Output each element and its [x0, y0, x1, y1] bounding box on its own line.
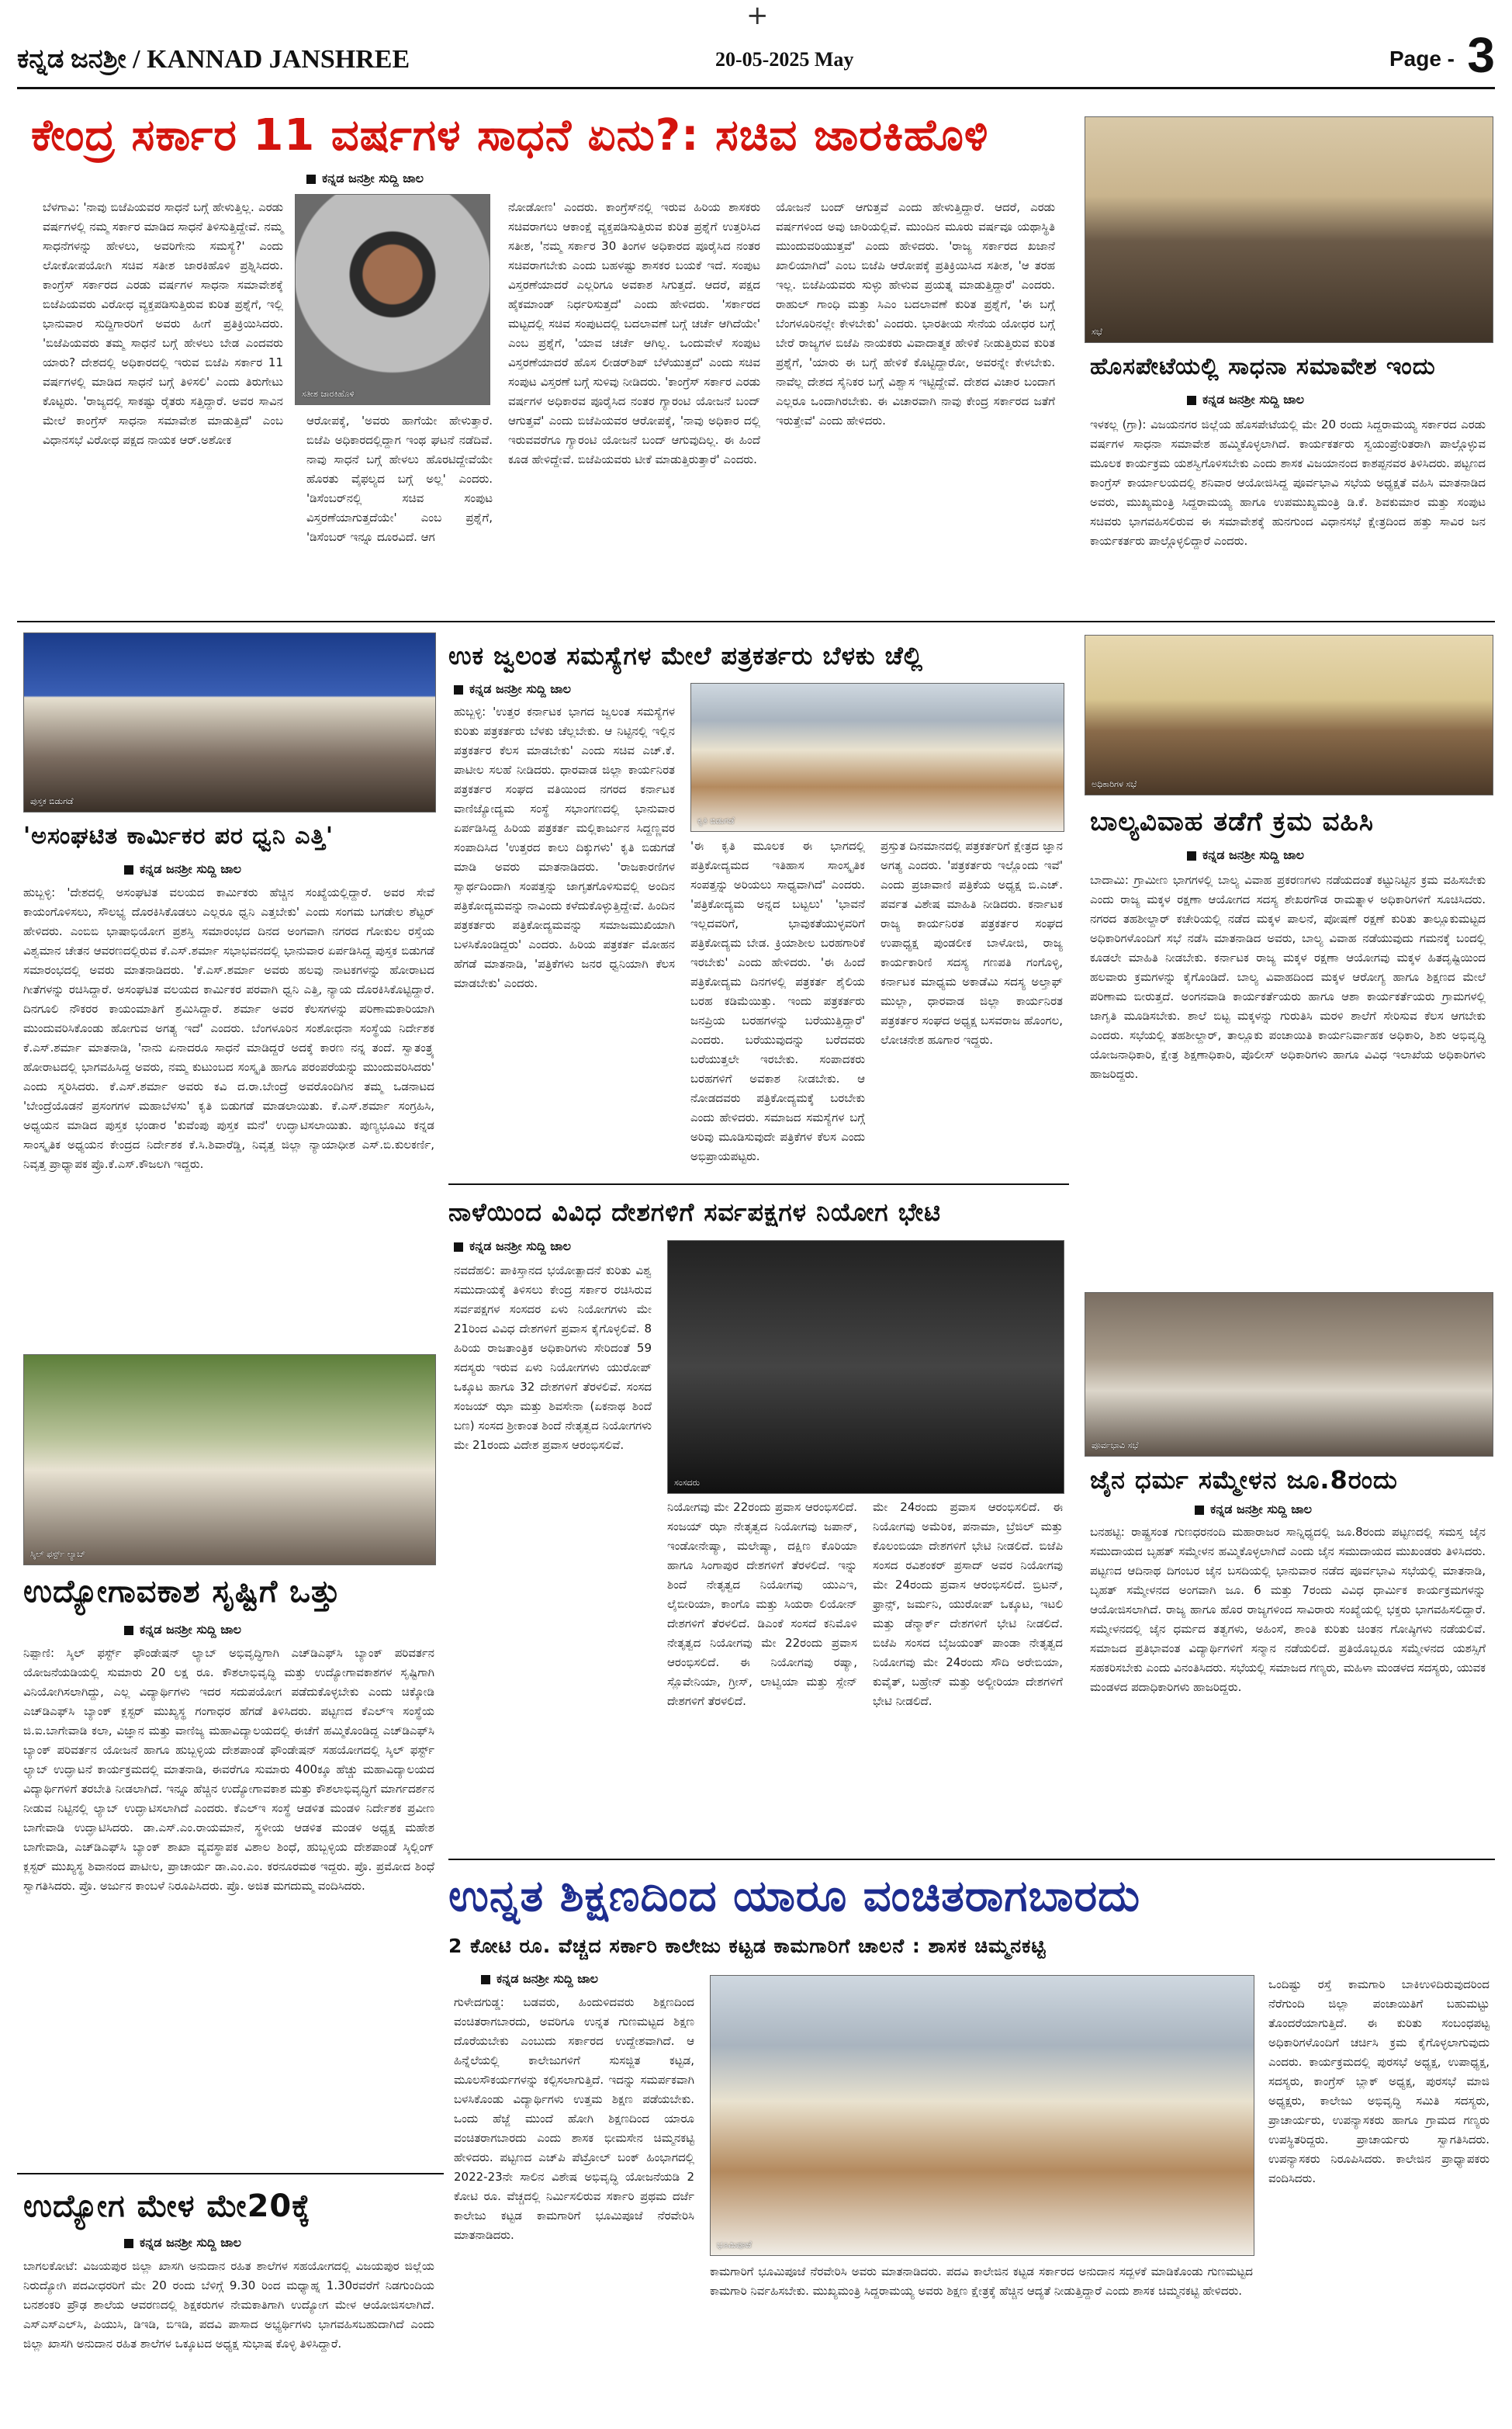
story7-headline: ಜೈನ ಧರ್ಮ ಸಮ್ಮೇಳನ ಜೂ.8ರಂದು: [1090, 1465, 1398, 1495]
delegation-photo: ಸಂಸದರು: [667, 1240, 1064, 1494]
story1-column-2: ಆರೋಪಕ್ಕೆ, 'ಅವರು ಹಾಗೆಯೇ ಹೇಳುತ್ತಾರೆ. ಬಿಜೆಪಿ ಅಧಿಕಾರದಲ್ಲಿದ್ದಾಗ ಇಂಥ ಘಟನೆ ನಡೆದಿವೆ. ನಾವು ಸಾಧನೆ ಬಗ್ಗೆ ಹೇಳಲು ಹೊರಟಿದ್ದೇವೆಯೇ ಹೊರತು ವೈಫಲ್ಯದ ಬಗ್ಗೆ ಅಲ್ಲ' ಎಂದರು. 'ಡಿಸೆಂಬರ್‌ನಲ್ಲಿ ಸಚಿವ ಸಂಪುಟ ವಿಸ್ತರಣೆಯಾಗುತ್ತದೆಯೇ' ಎಂಬ ಪ್ರಶ್ನೆಗೆ, 'ಡಿಸೆಂಬರ್ ಇನ್ನೂ ದೂರವಿದೆ. ಆಗ: [306, 414, 493, 544]
story10-headline: ಉನ್ನತ ಶಿಕ್ಷಣದಿಂದ ಯಾರೂ ವಂಚಿತರಾಗಬಾರದು: [448, 1871, 1141, 1921]
registration-mark: +: [746, 0, 769, 31]
section-divider: [17, 2173, 444, 2174]
story8-headline: ಉದ್ಯೋಗಾವಕಾಶ ಸೃಷ್ಟಿಗೆ ಒತ್ತು: [23, 1574, 341, 1610]
story5-headline: ಬಾಲ್ಯವಿವಾಹ ತಡೆಗೆ ಕ್ರಮ ವಹಿಸಿ: [1090, 806, 1374, 837]
section-divider: [448, 1859, 1495, 1860]
story2-body: ಇಳಕಲ್ಲ (ಗ್ರಾ): ವಿಜಯನಗರ ಜಿಲ್ಲೆಯ ಹೊಸಪೇಟೆಯಲ್ಲಿ ಮೇ 20 ರಂದು ಸಿದ್ದರಾಮಯ್ಯ ಸರ್ಕಾರದ ಎರಡು ವರ್ಷಗಳ ಸಾಧನಾ ಸಮಾವೇಶ ಹಮ್ಮಿಕೊಳ್ಳಲಾಗಿದೆ. ಕಾರ್ಯಕರ್ತರು ಸ್ವಯಂಪ್ರೇರಿತರಾಗಿ ಪಾಲ್ಗೊಳ್ಳುವ ಮೂಲಕ ಕಾರ್ಯಕ್ರಮ ಯಶಸ್ವಿಗೊಳಿಸಬೇಕು ಎಂದು ಶಾಸಕ ವಿಜಯಾನಂದ ಕಾಶಪ್ಪನವರ ತಿಳಿಸಿದರು. ಪಟ್ಟಣದ ಕಾಂಗ್ರೆಸ್ ಕಾರ್ಯಾಲಯದಲ್ಲಿ ಶನಿವಾರ ಆಯೋಜಿಸಿದ್ದ ಪೂರ್ವಭಾವಿ ಸಭೆಯ ಅಧ್ಯಕ್ಷತೆ ವಹಿಸಿ ಮಾತನಾಡಿದ ಅವರು, ಮುಖ್ಯಮಂತ್ರಿ ಸಿದ್ದರಾಮಯ್ಯ ಹಾಗೂ ಉಪಮುಖ್ಯಮಂತ್ರಿ ಡಿ.ಕೆ. ಶಿವಕುಮಾರ ಮತ್ತು ಸಂಪುಟ ಸಚಿವರು ಭಾಗವಹಿಸಲಿರುವ ಈ ಸಮಾವೇಶಕ್ಕೆ ಹುನಗುಂದ ವಿಧಾನಸಭೆ ಕ್ಷೇತ್ರದಿಂದ ಹತ್ತು ಸಾವಿರ ಜನ ಕಾರ್ಯಕರ್ತರು ಪಾಲ್ಗೊಳ್ಳಲಿದ್ದಾರೆ ಎಂದರು.: [1090, 418, 1486, 548]
page-label: Page -: [1389, 47, 1455, 71]
officials-meeting-photo: ಅಧಿಕಾರಿಗಳ ಸಭೆ: [1085, 635, 1493, 795]
story3-headline: 'ಅಸಂಘಟಿತ ಕಾರ್ಮಿಕರ ಪರ ಧ್ವನಿ ಎತ್ತಿ': [23, 823, 334, 850]
story4-headline: ಉಕ ಜ್ವಲಂತ ಸಮಸ್ಯೆಗಳ ಮೇಲೆ ಪತ್ರಕರ್ತರು ಬೆಳಕು ಚೆಲ್ಲಿ: [448, 641, 923, 670]
story8-byline: ಕನ್ನಡ ಜನಶ್ರೀ ಸುದ್ದಿ ಜಾಲ: [124, 1622, 241, 1637]
story6-headline: ನಾಳೆಯಿಂದ ವಿವಿಧ ದೇಶಗಳಿಗೆ ಸರ್ವಪಕ್ಷಗಳ ನಿಯೋಗ ಭೇಟಿ: [448, 1197, 942, 1227]
story4-byline: ಕನ್ನಡ ಜನಶ್ರೀ ಸುದ್ದಿ ಜಾಲ: [454, 681, 571, 697]
story10-subhead: 2 ಕೋಟಿ ರೂ. ವೆಚ್ಚದ ಸರ್ಕಾರಿ ಕಾಲೇಜು ಕಟ್ಟಡ ಕಾಮಗಾರಿಗೆ ಚಾಲನೆ : ಶಾಸಕ ಚಿಮ್ಮನಕಟ್ಟಿ: [448, 1935, 1047, 1957]
story3-body: ಹುಬ್ಬಳ್ಳಿ: 'ದೇಶದಲ್ಲಿ ಅಸಂಘಟಿತ ವಲಯದ ಕಾರ್ಮಿಕರು ಹೆಚ್ಚಿನ ಸಂಖ್ಯೆಯಲ್ಲಿದ್ದಾರೆ. ಅವರ ಸೇವೆ ಕಾಯಂಗೊಳಿಸಲು, ಸೌಲಭ್ಯ ದೊರಕಿಸಿಕೊಡಲು ಎಲ್ಲರೂ ಧ್ವನಿ ಎತ್ತಬೇಕು' ಎಂದು ಸಂಗಮ ಬಗಡೇಲ ಶೆಟ್ಟರ್ ಹೇಳಿದರು. ಎಂಬಿಬಿ ಭಾಷಾಭಿಯೋಗ ಪ್ರಶಸ್ತಿ ಸಮಾರಂಭದ ದಿನದ ಅಂಗವಾಗಿ ನಗರದ ಗೋಕುಲ ರಸ್ತೆಯ ವಿಶ್ವಮಾನ ಚೇತನ ಆವರಣದಲ್ಲಿರುವ ಕೆ.ಎಸ್.ಶರ್ಮಾ ಸಭಾಭವನದಲ್ಲಿ ಭಾನುವಾರ ಏರ್ಪಡಿಸಿದ್ದ ಪುಸ್ತಕ ಬಿಡುಗಡೆ ಸಮಾರಂಭದಲ್ಲಿ ಅವರು ಮಾತನಾಡಿದರು. 'ಕೆ.ಎಸ್.ಶರ್ಮಾ ಅವರು ಹಲವು ನಾಟಕಗಳನ್ನು ಹೋರಾಟದ ಗೀತೆಗಳನ್ನು ರಚಿಸಿದ್ದಾರೆ. ಅಸಂಘಟಿತ ವಲಯದ ಕಾರ್ಮಿಕರ ಪರವಾಗಿ ಧ್ವನಿ ಎತ್ತಿ, ನ್ಯಾಯ ದೊರಕಿಸಿಕೊಟ್ಟಿದ್ದಾರೆ. ದಿನಗೂಲಿ ನೌಕರರ ಕಾಯಂಮಾತಿಗೆ ಶ್ರಮಿಸಿದ್ದಾರೆ. ಶರ್ಮಾ ಅವರ ಕೆಲಸಗಳನ್ನು ಪರಿಣಾಮಕಾರಿಯಾಗಿ ಮುಂದುವರಿಸಿಕೊಂಡು ಹೋಗುವ ಅಗತ್ಯ ಇದೆ' ಎಂದರು. ಬೆಂಗಳೂರಿನ ಸಂಶೋಧನಾ ಸಂಸ್ಥೆಯ ನಿರ್ದೇಶಕ ಕೆ.ಎಸ್.ಶರ್ಮಾ ಮಾತನಾಡಿ, 'ನಾನು ಏನಾದರೂ ಸಾಧನೆ ಮಾಡಿದ್ದರೆ ಅದಕ್ಕೆ ಕಾರಣ ನನ್ನ ತಂದೆ. ಸ್ವಾತಂತ್ರ್ಯ ಹೋರಾಟದಲ್ಲಿ ಭಾಗವಹಿಸಿದ್ದ ಅವರು, ನಮ್ಮ ಕುಟುಂಬದ ಸಂಸ್ಕೃತಿ ಹಾಗೂ ಪರಂಪರೆಯನ್ನು ಮುಂದುವರಿಸಿದರು' ಎಂದು ಸ್ಮರಿಸಿದರು. ಕೆ.ಎಸ್.ಶರ್ಮಾ ಅವರು ಕವಿ ದ.ರಾ.ಬೇಂದ್ರೆ ಅವರೊಂದಿಗಿನ ತಮ್ಮ ಒಡನಾಟದ 'ಬೇಂದ್ರೆಯೊಡನೆ ಪ್ರಸಂಗಗಳ ಮಹಾಬೆಳಸು' ಕೃತಿ ಬಿಡುಗಡೆ ಮಾಡಲಾಯಿತು. ಕೆ.ಎಸ್.ಶರ್ಮಾ ಸಂಗ್ರಹಿಸಿ, ಅಧ್ಯಯನ ಮಾಡಿದ ಪುಸ್ತಕ ಭಂಡಾರ 'ಕುವೆಂಪು ಪುಸ್ತಕ ಮನೆ' ಉದ್ಘಾಟಿಸಲಾಯಿತು. ಪುಣ್ಯಭೂಮಿ ಕನ್ನಡ ಸಾಂಸ್ಕೃತಿಕ ಅಧ್ಯಯನ ಕೇಂದ್ರದ ನಿರ್ದೇಶಕ ಕೆ.ಸಿ.ಶಿವಾರೆಡ್ಡಿ, ನಿವೃತ್ತ ಜಿಲ್ಲಾ ನ್ಯಾಯಾಧೀಶ ಎಸ್.ಬಿ.ಕುಲಕರ್ಣಿ, ನಿವೃತ್ತ ಪ್ರಾಧ್ಯಾಪಕ ಪ್ರೊ.ಕೆ.ಎಸ್.ಕೌಜಲಗಿ ಇದ್ದರು.: [23, 885, 434, 1171]
story1-byline: ಕನ್ನಡ ಜನಶ್ರೀ ಸುದ್ದಿ ಜಾಲ: [306, 171, 424, 186]
story6-column-3: ಮೇ 24ರಂದು ಪ್ರವಾಸ ಆರಂಭಿಸಲಿದೆ. ಈ ನಿಯೋಗವು ಅಮೆರಿಕ, ಪನಾಮಾ, ಬ್ರೆಜಿಲ್ ಮತ್ತು ಕೊಲಂಬಿಯಾ ದೇಶಗಳಿಗೆ ಭೇಟಿ ನೀಡಲಿದೆ. ಬಿಜೆಪಿ ಸಂಸದ ರವಿಶಂಕರ್ ಪ್ರಸಾದ್ ಅವರ ನಿಯೋಗವು ಮೇ 24ರಂದು ಪ್ರವಾಸ ಆರಂಭಿಸಲಿದೆ. ಬ್ರಿಟನ್, ಫ್ರಾನ್ಸ್, ಜರ್ಮನಿ, ಯುರೋಪ್ ಒಕ್ಕೂಟ, ಇಟಲಿ ಮತ್ತು ಡೆನ್ಮಾರ್ಕ್ ದೇಶಗಳಿಗೆ ಭೇಟಿ ನೀಡಲಿದೆ. ಬಿಜೆಪಿ ಸಂಸದ ಬೈಜಯಂತ್ ಪಾಂಡಾ ನೇತೃತ್ವದ ನಿಯೋಗವು ಮೇ 24ರಂದು ಸೌದಿ ಅರೇಬಿಯಾ, ಕುವೈತ್, ಬಹ್ರೇನ್ ಮತ್ತು ಅಲ್ಜೀರಿಯಾ ದೇಶಗಳಿಗೆ ಭೇಟಿ ನೀಡಲಿದೆ.: [873, 1500, 1063, 1708]
story7-body: ಬನಹಟ್ಟಿ: ರಾಷ್ಟ್ರಸಂತ ಗುಣಧರನಂದಿ ಮಹಾರಾಜರ ಸಾನ್ನಿಧ್ಯದಲ್ಲಿ ಜೂ.8ರಂದು ಪಟ್ಟಣದಲ್ಲಿ ಸಮಸ್ತ ಜೈನ ಸಮುದಾಯದ ಬೃಹತ್ ಸಮ್ಮೇಳನ ಹಮ್ಮಿಕೊಳ್ಳಲಾಗಿದೆ ಎಂದು ಜೈನ ಸಮುದಾಯದ ಮುಖಂಡರು ತಿಳಿಸಿದರು. ಪಟ್ಟಣದ ಆದಿನಾಥ ದಿಗಂಬರ ಜೈನ ಬಸದಿಯಲ್ಲಿ ಭಾನುವಾರ ನಡೆದ ಪೂರ್ವಭಾವಿ ಸಭೆಯಲ್ಲಿ ಮಾತನಾಡಿ, ಬೃಹತ್ ಸಮ್ಮೇಳನದ ಅಂಗವಾಗಿ ಜೂ. 6 ಮತ್ತು 7ರಂದು ವಿವಿಧ ಧಾರ್ಮಿಕ ಕಾರ್ಯಕ್ರಮಗಳನ್ನು ಆಯೋಜಿಸಲಾಗಿದೆ. ರಾಜ್ಯ ಹಾಗೂ ಹೊರ ರಾಜ್ಯಗಳಿಂದ ಸಾವಿರಾರು ಸಂಖ್ಯೆಯಲ್ಲಿ ಭಕ್ತರು ಭಾಗವಹಿಸಲಿದ್ದಾರೆ. ಸಮ್ಮೇಳನದಲ್ಲಿ ಜೈನ ಧರ್ಮದ ತತ್ವಗಳು, ಅಹಿಂಸೆ, ಶಾಂತಿ ಕುರಿತು ಚಿಂತನ ಗೋಷ್ಠಿಗಳು ನಡೆಯಲಿವೆ. ಸಮಾಜದ ಪ್ರತಿಭಾವಂತ ವಿದ್ಯಾರ್ಥಿಗಳಿಗೆ ಸನ್ಮಾನ ನಡೆಯಲಿದೆ. ಪ್ರತಿಯೊಬ್ಬರೂ ಸಮ್ಮೇಳನದ ಯಶಸ್ಸಿಗೆ ಸಹಕರಿಸಬೇಕು ಎಂದು ವಿನಂತಿಸಿದರು. ಸಭೆಯಲ್ಲಿ ಸಮಾಜದ ಗಣ್ಯರು, ಮಹಿಳಾ ಮಂಡಳದ ಸದಸ್ಯರು, ಯುವಕ ಮಂಡಳದ ಪದಾಧಿಕಾರಿಗಳು ಹಾಜರಿದ್ದರು.: [1090, 1525, 1486, 1694]
newspaper-name: ಕನ್ನಡ ಜನಶ್ರೀ / KANNAD JANSHREE: [17, 45, 410, 74]
story1-column-1: ಬೆಳಗಾವಿ: 'ನಾವು ಬಿಜೆಪಿಯವರ ಸಾಧನೆ ಬಗ್ಗೆ ಹೇಳುತ್ತಿಲ್ಲ. ಎರಡು ವರ್ಷಗಳಲ್ಲಿ ನಮ್ಮ ಸರ್ಕಾರ ಮಾಡಿದ ಸಾಧನೆ ತಿಳಿಸುತ್ತಿದ್ದೇವೆ. ನಮ್ಮ ಸಾಧನೆಗಳನ್ನು ಹೇಳಲು, ಅವರಿಗೇನು ಸಮಸ್ಯೆ?' ಎಂದು ಲೋಕೋಪಯೋಗಿ ಸಚಿವ ಸತೀಶ ಜಾರಕಿಹೊಳಿ ಪ್ರಶ್ನಿಸಿದರು. ಕಾಂಗ್ರೆಸ್ ಸರ್ಕಾರದ ಎರಡು ವರ್ಷಗಳ ಸಾಧನಾ ಸಮಾವೇಶಕ್ಕೆ ಬಿಜೆಪಿಯವರು ವಿರೋಧ ವ್ಯಕ್ತಪಡಿಸುತ್ತಿರುವ ಕುರಿತ ಪ್ರಶ್ನೆಗೆ, ಇಲ್ಲಿ ಭಾನುವಾರ ಸುದ್ದಿಗಾರರಿಗೆ ಅವರು ಹೀಗೆ ಪ್ರತಿಕ್ರಿಯಿಸಿದರು. 'ಬಿಜೆಪಿಯವರು ತಮ್ಮ ಸಾಧನೆ ಬಗ್ಗೆ ಹೇಳಲು ಬೇಡ ಎಂದವರು ಯಾರು? ದೇಶದಲ್ಲಿ ಅಧಿಕಾರದಲ್ಲಿ ಇರುವ ಬಿಜೆಪಿ ಸರ್ಕಾರ 11 ವರ್ಷಗಳಲ್ಲಿ ಮಾಡಿದ ಸಾಧನೆ ಬಗ್ಗೆ ತಿಳಿಸಲಿ' ಎಂದು ತಿರುಗೇಟು ಕೊಟ್ಟರು. 'ರಾಜ್ಯದಲ್ಲಿ ಸಾಕಷ್ಟು ರೈತರು ಸತ್ತಿದ್ದಾರೆ. ಅವರ ಸಾವಿನ ಮೇಲೆ ಕಾಂಗ್ರೆಸ್ ಸಾಧನಾ ಸಮಾವೇಶ ಮಾಡುತ್ತಿದೆ' ಎಂಬ ವಿಧಾನಸಭೆ ವಿರೋಧ ಪಕ್ಷದ ನಾಯಕ ಆರ್.ಅಶೋಕ: [43, 200, 283, 447]
story8-body: ನಿಪ್ಪಾಣಿ: ಸ್ಕಿಲ್ ಫರ್ಸ್ಟ್ ಫೌಂಡೇಷನ್ ಲ್ಯಾಬ್ ಅಭಿವೃದ್ಧಿಗಾಗಿ ಎಚ್‌ಡಿಎಫ್‌ಸಿ ಬ್ಯಾಂಕ್ ಪರಿವರ್ತನ ಯೋಜನೆಯಡಿಯಲ್ಲಿ ಸುಮಾರು 20 ಲಕ್ಷ ರೂ. ಕೌಶಲಾಭಿವೃದ್ಧಿ ಮತ್ತು ಉದ್ಯೋಗಾವಕಾಶಗಳ ಸೃಷ್ಟಿಗಾಗಿ ವಿನಿಯೋಗಿಸಲಾಗಿದ್ದು, ಎಲ್ಲ ವಿದ್ಯಾರ್ಥಿಗಳು ಇದರ ಸದುಪಯೋಗ ಪಡೆದುಕೊಳ್ಳಬೇಕು ಎಂದು ಚಿಕ್ಕೋಡಿ ಎಚ್‌ಡಿಎಫ್‌ಸಿ ಬ್ಯಾಂಕ್ ಕ್ಲಸ್ಟರ್ ಮುಖ್ಯಸ್ಥ ಗಂಗಾಧರ ಹೆಗಡೆ ತಿಳಿಸಿದರು. ಪಟ್ಟಣದ ಕೆಎಲ್‌ಇ ಸಂಸ್ಥೆಯ ಜಿ.ಐ.ಬಾಗೇವಾಡಿ ಕಲಾ, ವಿಜ್ಞಾನ ಮತ್ತು ವಾಣಿಜ್ಯ ಮಹಾವಿದ್ಯಾಲಯದಲ್ಲಿ ಈಚೆಗೆ ಹಮ್ಮಿಕೊಂಡಿದ್ದ ಎಚ್‌ಡಿಎಫ್‌ಸಿ ಬ್ಯಾಂಕ್ ಪರಿವರ್ತನ ಯೋಜನೆ ಹಾಗೂ ಹುಬ್ಬಳ್ಳಿಯ ದೇಶಪಾಂಡೆ ಫೌಂಡೇಷನ್ ಸಹಯೋಗದಲ್ಲಿ ಸ್ಕಿಲ್ ಫರ್ಸ್ಟ್ ಲ್ಯಾಬ್ ಉದ್ಘಾಟನೆ ಕಾರ್ಯಕ್ರಮದಲ್ಲಿ ಮಾತನಾಡಿ, ಈವರೆಗೂ ಸುಮಾರು 400ಕ್ಕೂ ಹೆಚ್ಚು ಮಹಾವಿದ್ಯಾಲಯದ ವಿದ್ಯಾರ್ಥಿಗಳಿಗೆ ತರಬೇತಿ ನೀಡಲಾಗಿದೆ. ಇನ್ನೂ ಹೆಚ್ಚಿನ ಉದ್ಯೋಗಾವಕಾಶ ಮತ್ತು ಕೌಶಲಾಭಿವೃದ್ಧಿಗೆ ಮಾರ್ಗದರ್ಶನ ನೀಡುವ ನಿಟ್ಟಿನಲ್ಲಿ ಲ್ಯಾಬ್ ಉದ್ಘಾಟಿಸಲಾಗಿದೆ ಎಂದರು. ಕೆಎಲ್‌ಇ ಸಂಸ್ಥೆ ಆಡಳಿತ ಮಂಡಳಿ ನಿರ್ದೇಶಕ ಪ್ರವೀಣ ಬಾಗೇವಾಡಿ ಉದ್ಘಾಟಿಸಿದರು. ಡಾ.ಎಸ್.ಎಂ.ರಾಯಮಾನೆ, ಸ್ಥಳೀಯ ಆಡಳಿತ ಮಂಡಳಿ ಅಧ್ಯಕ್ಷ ಮಹೇಶ ಬಾಗೇವಾಡಿ, ಎಚ್‌ಡಿಎಫ್‌ಸಿ ಬ್ಯಾಂಕ್ ಶಾಖಾ ವ್ಯವಸ್ಥಾಪಕ ವಿಶಾಲ ಶಿಂಧೆ, ಹುಬ್ಬಳ್ಳಿಯ ದೇಶಪಾಂಡೆ ಸ್ಕಿಲ್ಲಿಂಗ್ ಕ್ಲಸ್ಟರ್ ಮುಖ್ಯಸ್ಥ ಶಿವಾನಂದ ಪಾಟೀಲ, ಪ್ರಾಚಾರ್ಯ ಡಾ.ಎಂ.ಎಂ. ಕರನೂರಮಠ ಇದ್ದರು. ಪ್ರೊ. ಪ್ರಮೋದ ಶಿಂಧೆ ಸ್ವಾಗತಿಸಿದರು. ಪ್ರೊ. ಅರ್ಜುನ ಕಾಂಬಳೆ ನಿರೂಪಿಸಿದರು. ಪ್ರೊ. ಅಜಿತ ಮಗದುಮ್ಮ ವಂದಿಸಿದರು.: [23, 1646, 434, 1893]
meeting-photo: ಸಭೆ: [1085, 116, 1493, 343]
story9-body: ಬಾಗಲಕೋಟೆ: ವಿಜಯಪುರ ಜಿಲ್ಲಾ ಖಾಸಗಿ ಅನುದಾನ ರಹಿತ ಶಾಲೆಗಳ ಸಹಯೋಗದಲ್ಲಿ ವಿಜಯಪುರ ಜಿಲ್ಲೆಯ ನಿರುದ್ಯೋಗಿ ಪದವೀಧರರಿಗೆ ಮೇ 20 ರಂದು ಬೆಳಿಗ್ಗೆ 9.30 ರಿಂದ ಮಧ್ಯಾಹ್ನ 1.30ರವರೆಗೆ ನಿಡಗುಂದಿಯ ಬನಶಂಕರಿ ಪ್ರೌಢ ಶಾಲೆಯ ಆವರಣದಲ್ಲಿ ಶಿಕ್ಷಕರುಗಳ ನೇಮಕಾತಿಗಾಗಿ ಉದ್ಯೋಗ ಮೇಳ ಆಯೋಜಿಸಲಾಗಿದೆ. ಎಸ್‌ಎಸ್‌ಎಲ್‌ಸಿ, ಪಿಯುಸಿ, ಡಿಇಡಿ, ಬಿಇಡಿ, ಪದವಿ ಪಾಸಾದ ಅಭ್ಯರ್ಥಿಗಳು ಭಾಗವಹಿಸಬಹುದಾಗಿದೆ ಎಂದು ಜಿಲ್ಲಾ ಖಾಸಗಿ ಅನುದಾನ ರಹಿತ ಶಾಲೆಗಳ ಒಕ್ಕೂಟದ ಅಧ್ಯಕ್ಷ ಸುಭಾಷ ಕೊಳ್ಳಿ ತಿಳಿಸಿದ್ದಾರೆ.: [23, 2259, 434, 2351]
story10-column-2: ಒಂದಿಷ್ಟು ರಸ್ತೆ ಕಾಮಗಾರಿ ಬಾಕಿಉಳಿದಿರುವುದರಿಂದ ನೆರೆಗುಂದಿ ಜಿಲ್ಲಾ ಪಂಚಾಯಿತಿಗೆ ಬಹುಮಟ್ಟು ತೊಂದರೆಯಾಗುತ್ತಿದೆ. ಈ ಕುರಿತು ಸಂಬಂಧಪಟ್ಟ ಅಧಿಕಾರಿಗಳೊಂದಿಗೆ ಚರ್ಚಿಸಿ ಕ್ರಮ ಕೈಗೊಳ್ಳಲಾಗುವುದು ಎಂದರು. ಕಾರ್ಯಕ್ರಮದಲ್ಲಿ ಪುರಸಭೆ ಅಧ್ಯಕ್ಷ, ಉಪಾಧ್ಯಕ್ಷ, ಸದಸ್ಯರು, ಕಾಂಗ್ರೆಸ್ ಬ್ಲಾಕ್ ಅಧ್ಯಕ್ಷ, ಪುರಸಭೆ ಮಾಜಿ ಅಧ್ಯಕ್ಷರು, ಕಾಲೇಜು ಅಭಿವೃದ್ಧಿ ಸಮಿತಿ ಸದಸ್ಯರು, ಪ್ರಾಚಾರ್ಯರು, ಉಪನ್ಯಾಸಕರು ಹಾಗೂ ಗ್ರಾಮದ ಗಣ್ಯರು ಉಪಸ್ಥಿತರಿದ್ದರು. ಪ್ರಾಚಾರ್ಯರು ಸ್ವಾಗತಿಸಿದರು. ಉಪನ್ಯಾಸಕರು ನಿರೂಪಿಸಿದರು. ಕಾಲೇಜಿನ ಪ್ರಾಧ್ಯಾಪಕರು ವಂದಿಸಿದರು.: [1268, 1977, 1490, 2185]
story6-column-1: ನವದೆಹಲಿ: ಪಾಕಿಸ್ತಾನದ ಭಯೋತ್ಪಾದನೆ ಕುರಿತು ವಿಶ್ವ ಸಮುದಾಯಕ್ಕೆ ತಿಳಿಸಲು ಕೇಂದ್ರ ಸರ್ಕಾರ ರಚಿಸಿರುವ ಸರ್ವಪಕ್ಷಗಳ ಸಂಸದರ ಏಳು ನಿಯೋಗಗಳು ಮೇ 21ರಿಂದ ವಿವಿಧ ದೇಶಗಳಿಗೆ ಪ್ರವಾಸ ಕೈಗೊಳ್ಳಲಿವೆ. 8 ಹಿರಿಯ ರಾಜತಾಂತ್ರಿಕ ಅಧಿಕಾರಿಗಳು ಸೇರಿದಂತೆ 59 ಸದಸ್ಯರು ಇರುವ ಏಳು ನಿಯೋಗಗಳು ಯುರೋಪ್ ಒಕ್ಕೂಟ ಹಾಗೂ 32 ದೇಶಗಳಿಗೆ ತೆರಳಲಿವೆ. ಸಂಸದ ಸಂಜಯ್ ಝಾ ಮತ್ತು ಶಿವಸೇನಾ (ಏಕನಾಥ ಶಿಂದೆ ಬಣ) ಸಂಸದ ಶ್ರೀಕಾಂತ ಶಿಂದೆ ನೇತೃತ್ವದ ನಿಯೋಗಗಳು ಮೇ 21ರಂದು ವಿದೇಶ ಪ್ರವಾಸ ಆರಂಭಿಸಲಿವೆ.: [454, 1263, 652, 1452]
story5-body: ಬಾದಾಮಿ: ಗ್ರಾಮೀಣ ಭಾಗಗಳಲ್ಲಿ ಬಾಲ್ಯ ವಿವಾಹ ಪ್ರಕರಣಗಳು ನಡೆಯದಂತೆ ಕಟ್ಟುನಿಟ್ಟಿನ ಕ್ರಮ ವಹಿಸಬೇಕು ಎಂದು ರಾಜ್ಯ ಮಕ್ಕಳ ರಕ್ಷಣಾ ಆಯೋಗದ ಸದಸ್ಯ ಶೇಖರಗೌಡ ರಾಮತ್ನಾಳ ಅಧಿಕಾರಿಗಳಿಗೆ ಸೂಚಿಸಿದರು. ನಗರದ ತಹಶೀಲ್ದಾರ್ ಕಚೇರಿಯಲ್ಲಿ ನಡೆದ ಮಕ್ಕಳ ಪಾಲನೆ, ಪೋಷಣೆ ರಕ್ಷಣೆ ಕುರಿತು ತಾಲ್ಲೂಕುಮಟ್ಟದ ಅಧಿಕಾರಿಗಳೊಂದಿಗೆ ಸಭೆ ನಡೆಸಿ ಮಾತನಾಡಿದ ಅವರು, ಬಾಲ್ಯ ವಿವಾಹ ನಡೆಯುವುದು ಗಮನಕ್ಕೆ ಬಂದಲ್ಲಿ ಕೂಡಲೇ ಮಾಹಿತಿ ನೀಡಬೇಕು. ಕರ್ನಾಟಕ ರಾಜ್ಯ ಮಕ್ಕಳ ರಕ್ಷಣಾ ಆಯೋಗವು ಮಕ್ಕಳ ಹಿತದೃಷ್ಟಿಯಿಂದ ಹಲವಾರು ಕ್ರಮಗಳನ್ನು ಕೈಗೊಂಡಿದೆ. ಬಾಲ್ಯ ವಿವಾಹದಿಂದ ಮಕ್ಕಳ ಆರೋಗ್ಯ ಹಾಗೂ ಶಿಕ್ಷಣದ ಮೇಲೆ ಪರಿಣಾಮ ಬೀರುತ್ತದೆ. ಅಂಗನವಾಡಿ ಕಾರ್ಯಕರ್ತೆಯರು ಹಾಗೂ ಆಶಾ ಕಾರ್ಯಕರ್ತೆಯರು ಗ್ರಾಮಗಳಲ್ಲಿ ಜಾಗೃತಿ ಮೂಡಿಸಬೇಕು. ಶಾಲೆ ಬಿಟ್ಟ ಮಕ್ಕಳನ್ನು ಗುರುತಿಸಿ ಮರಳಿ ಶಾಲೆಗೆ ಸೇರಿಸುವ ಕೆಲಸ ಆಗಬೇಕು ಎಂದರು. ಸಭೆಯಲ್ಲಿ ತಹಶೀಲ್ದಾರ್, ತಾಲ್ಲೂಕು ಪಂಚಾಯಿತಿ ಕಾರ್ಯನಿರ್ವಾಹಕ ಅಧಿಕಾರಿ, ಶಿಶು ಅಭಿವೃದ್ಧಿ ಯೋಜನಾಧಿಕಾರಿ, ಕ್ಷೇತ್ರ ಶಿಕ್ಷಣಾಧಿಕಾರಿ, ಪೊಲೀಸ್ ಅಧಿಕಾರಿಗಳು ಹಾಗೂ ವಿವಿಧ ಇಲಾಖೆಯ ಅಧಿಕಾರಿಗಳು ಹಾಜರಿದ್ದರು.: [1090, 873, 1486, 1081]
story1-column-4: ಯೋಜನೆ ಬಂದ್ ಆಗುತ್ತವೆ ಎಂದು ಹೇಳುತ್ತಿದ್ದಾರೆ. ಆದರೆ, ಎರಡು ವರ್ಷಗಳಿಂದ ಅವು ಜಾರಿಯಲ್ಲಿವೆ. ಮುಂದಿನ ಮೂರು ವರ್ಷವೂ ಯಥಾಸ್ಥಿತಿ ಮುಂದುವರಿಯುತ್ತವೆ' ಎಂದು ಹೇಳಿದರು. 'ರಾಜ್ಯ ಸರ್ಕಾರದ ಖಜಾನೆ ಖಾಲಿಯಾಗಿದೆ' ಎಂಬ ಬಿಜೆಪಿ ಆರೋಪಕ್ಕೆ ಪ್ರತಿಕ್ರಿಯಿಸಿದ ಸತೀಶ, 'ಆ ತರಹ ಇಲ್ಲ. ಬಿಜೆಪಿಯವರು ಸುಳ್ಳು ಹೇಳುವ ಪ್ರಯತ್ನ ಮಾಡುತ್ತಿದ್ದಾರೆ' ಎಂದರು. ರಾಹುಲ್ ಗಾಂಧಿ ಮತ್ತು ಸಿಎಂ ಬದಲಾವಣೆ ಕುರಿತ ಪ್ರಶ್ನೆಗೆ, 'ಈ ಬಗ್ಗೆ ಬೆಂಗಳೂರಿನಲ್ಲೇ ಕೇಳಬೇಕು' ಎಂದರು. ಭಾರತೀಯ ಸೇನೆಯ ಯೋಧರ ಬಗ್ಗೆ ಬೇರೆ ರಾಜ್ಯಗಳ ಬಿಜೆಪಿ ನಾಯಕರು ವಿವಾದಾತ್ಮಕ ಹೇಳಿಕೆ ನೀಡುತ್ತಿರುವ ಕುರಿತ ಪ್ರಶ್ನೆಗೆ, 'ಯಾರು ಈ ಬಗ್ಗೆ ಹೇಳಿಕೆ ಕೊಟ್ಟಿದ್ದಾರೋ, ಅವರನ್ನೇ ಕೇಳಬೇಕು. ನಾವೆಲ್ಲ ದೇಶದ ಸೈನಿಕರ ಬಗ್ಗೆ ವಿಶ್ವಾಸ ಇಟ್ಟಿದ್ದೇವೆ. ದೇಶದ ವಿಚಾರ ಬಂದಾಗ ಎಲ್ಲರೂ ಒಂದಾಗಿರಬೇಕು. ಈ ವಿಚಾರವಾಗಿ ನಾವು ಕೇಂದ್ರ ಸರ್ಕಾರದ ಜತೆಗೆ ಇರುತ್ತೇವೆ' ಎಂದು ಹೇಳಿದರು.: [776, 200, 1055, 428]
college-ceremony-photo: ಭೂಮಿಪೂಜೆ: [710, 1975, 1254, 2256]
masthead: [17, 16, 1495, 89]
jain-meeting-photo: ಪೂರ್ವಭಾವಿ ಸಭೆ: [1085, 1292, 1493, 1457]
story3-byline: ಕನ್ನಡ ಜನಶ್ರೀ ಸುದ್ದಿ ಜಾಲ: [124, 861, 241, 877]
page-number: 3: [1467, 27, 1495, 83]
story6-byline: ಕನ್ನಡ ಜನಶ್ರೀ ಸುದ್ದಿ ಜಾಲ: [454, 1239, 571, 1254]
minister-portrait-photo: ಸತೀಶ ಜಾರಕಿಹೊಳಿ: [295, 194, 490, 405]
story2-headline: ಹೊಸಪೇಟೆಯಲ್ಲಿ ಸಾಧನಾ ಸಮಾವೇಶ ಇಂದು: [1090, 353, 1436, 380]
section-divider: [17, 621, 1495, 622]
section-divider: [448, 1183, 1069, 1185]
story10-byline: ಕನ್ನಡ ಜನಶ್ರೀ ಸುದ್ದಿ ಜಾಲ: [481, 1971, 598, 1987]
book-release-photo: ಪುಸ್ತಕ ಬಿಡುಗಡೆ: [23, 632, 436, 813]
story4-column-1: ಹುಬ್ಬಳ್ಳಿ: 'ಉತ್ತರ ಕರ್ನಾಟಕ ಭಾಗದ ಜ್ವಲಂತ ಸಮಸ್ಯೆಗಳ ಕುರಿತು ಪತ್ರಕರ್ತರು ಬೆಳಕು ಚೆಲ್ಲಬೇಕು. ಆ ನಿಟ್ಟಿನಲ್ಲಿ ಇಲ್ಲಿನ ಪತ್ರಕರ್ತರ ಕೆಲಸ ಮಾಡಬೇಕು' ಎಂದು ಸಚಿವ ಎಚ್.ಕೆ. ಪಾಟೀಲ ಸಲಹೆ ನೀಡಿದರು. ಧಾರವಾಡ ಜಿಲ್ಲಾ ಕಾರ್ಯನಿರತ ಪತ್ರಕರ್ತರ ಸಂಘದ ವತಿಯಿಂದ ನಗರದ ಕರ್ನಾಟಕ ವಾಣಿಜ್ಯೋದ್ಯಮ ಸಂಸ್ಥೆ ಸಭಾಂಗಣದಲ್ಲಿ ಭಾನುವಾರ ಏರ್ಪಡಿಸಿದ್ದ ಹಿರಿಯ ಪತ್ರಕರ್ತ ಮಲ್ಲಿಕಾರ್ಜುನ ಸಿದ್ದಣ್ಣವರ ಸಂಪಾದಿಸಿದ 'ಉತ್ತರದ ಕಾಲು ದಿಕ್ಕುಗಳು' ಕೃತಿ ಬಿಡುಗಡೆ ಮಾಡಿ ಅವರು ಮಾತನಾಡಿದರು. 'ರಾಜಕಾರಣಿಗಳ ಸ್ವಾರ್ಥದಿಂದಾಗಿ ಸಂಪತ್ತನ್ನು ಜಾಗೃತಗೊಳಿಸುವಲ್ಲಿ ಅಂದಿನ ಪತ್ರಿಕೋದ್ಯಮವನ್ನು ನಾವಿಂದು ಕಳೆದುಕೊಳ್ಳುತ್ತಿದ್ದೇವೆ. ಹಿಂದಿನ ಪತ್ರಕರ್ತರು ಪತ್ರಿಕೋದ್ಯಮವನ್ನು ಸಮಾಜಮುಖಿಯಾಗಿ ಬಳಸಿಕೊಂಡಿದ್ದರು' ಎಂದರು. ಹಿರಿಯ ಪತ್ರಕರ್ತ ಮೋಹನ ಹೆಗಡೆ ಮಾತನಾಡಿ, 'ಪತ್ರಿಕೆಗಳು ಜನರ ಧ್ವನಿಯಾಗಿ ಕೆಲಸ ಮಾಡಬೇಕು' ಎಂದರು.: [454, 705, 675, 990]
story10-bottom-text: ಕಾಮಗಾರಿಗೆ ಭೂಮಿಪೂಜೆ ನೆರವೇರಿಸಿ ಅವರು ಮಾತನಾಡಿದರು. ಪದವಿ ಕಾಲೇಜಿನ ಕಟ್ಟಡ ಸರ್ಕಾರದ ಅನುದಾನ ಸದ್ಬಳಕೆ ಮಾಡಿಕೊಂಡು ಗುಣಮಟ್ಟದ ಕಾಮಗಾರಿ ನಿರ್ವಹಿಸಬೇಕು. ಮುಖ್ಯಮಂತ್ರಿ ಸಿದ್ದರಾಮಯ್ಯ ಅವರು ಶಿಕ್ಷಣ ಕ್ಷೇತ್ರಕ್ಕೆ ಹೆಚ್ಚಿನ ಆದ್ಯತೆ ನೀಡುತ್ತಿದ್ದಾರೆ ಎಂದು ಶಾಸಕ ಚಿಮ್ಮನಕಟ್ಟಿ ಹೇಳಿದರು.: [710, 2264, 1253, 2298]
story4-column-3: ಪ್ರಸ್ತುತ ದಿನಮಾನದಲ್ಲಿ ಪತ್ರಕರ್ತರಿಗೆ ಕ್ಷೇತ್ರದ ಜ್ಞಾನ ಅಗತ್ಯ ಎಂದರು. 'ಪತ್ರಕರ್ತರು ಇಲ್ಲೊಂದು ಇವೆ' ಎಂದು ಪ್ರಜಾವಾಣಿ ಪತ್ರಿಕೆಯ ಅಧ್ಯಕ್ಷ ಬಿ.ಎಚ್. ಪರ್ವತ ವಿಶೇಷ ಮಾಹಿತಿ ನೀಡಿದರು. ಕರ್ನಾಟಕ ರಾಜ್ಯ ಕಾರ್ಯನಿರತ ಪತ್ರಕರ್ತರ ಸಂಘದ ಉಪಾಧ್ಯಕ್ಷ ಪುಂಡಲೀಕ ಬಾಳೋಜಿ, ರಾಜ್ಯ ಕಾರ್ಯಕಾರಿಣಿ ಸದಸ್ಯ ಗಣಪತಿ ಗಂಗೊಳ್ಳಿ, ಕರ್ನಾಟಕ ಮಾಧ್ಯಮ ಅಕಾಡೆಮಿ ಸದಸ್ಯ ಅಲ್ತಾಫ್ ಮುಲ್ಲಾ, ಧಾರವಾಡ ಜಿಲ್ಲಾ ಕಾರ್ಯನಿರತ ಪತ್ರಕರ್ತರ ಸಂಘದ ಅಧ್ಯಕ್ಷ ಬಸವರಾಜ ಹೊಂಗಲ, ಲೋಚನೇಶ ಹೂಗಾರ ಇದ್ದರು.: [881, 839, 1063, 1047]
journalists-photo: ಕೃತಿ ಬಿಡುಗಡೆ: [690, 683, 1064, 832]
story9-byline: ಕನ್ನಡ ಜನಶ್ರೀ ಸುದ್ದಿ ಜಾಲ: [124, 2235, 241, 2251]
story9-headline: ಉದ್ಯೋಗ ಮೇಳ ಮೇ20ಕ್ಕೆ: [23, 2188, 311, 2224]
story2-byline: ಕನ್ನಡ ಜನಶ್ರೀ ಸುದ್ದಿ ಜಾಲ: [1187, 392, 1304, 407]
story1-headline: ಕೇಂದ್ರ ಸರ್ಕಾರ 11 ವರ್ಷಗಳ ಸಾಧನೆ ಏನು?: ಸಚಿವ ಜಾರಕಿಹೊಳಿ: [31, 110, 989, 161]
story4-column-2: 'ಈ ಕೃತಿ ಮೂಲಕ ಈ ಭಾಗದಲ್ಲಿ ಪತ್ರಿಕೋದ್ಯಮದ ಇತಿಹಾಸ ಸಾಂಸ್ಕೃತಿಕ ಸಂಪತ್ತನ್ನು ಅರಿಯಲು ಸಾಧ್ಯವಾಗಿದೆ' ಎಂದರು. 'ಪತ್ರಿಕೋದ್ಯಮ ಅನ್ನದ ಬಟ್ಟಲು' 'ಭಾವನೆ ಇಲ್ಲದವರಿಗೆ, ಭಾವುಕತೆಯುಳ್ಳವರಿಗೆ ಪತ್ರಿಕೋದ್ಯಮ ಬೇಡ. ಕ್ರಿಯಾಶೀಲ ಬರಹಗಾರಿಕೆ ಇರಬೇಕು' ಎಂದು ಹೇಳಿದರು. 'ಈ ಹಿಂದೆ ಪತ್ರಿಕೋದ್ಯಮ ದಿನಗಳಲ್ಲಿ ಪತ್ರಕರ್ತ ಶೈಲಿಯ ಬರಹ ಕಡಿಮೆಯಿತ್ತು. ಇಂದು ಪತ್ರಕರ್ತರು ಜನಪ್ರಿಯ ಬರಹಗಳನ್ನು ಬರೆಯುತ್ತಿದ್ದಾರೆ' ಎಂದರು. ಬರೆಯುವುದನ್ನು ಬರೆದವರು ಬರೆಯುತ್ತಲೇ ಇರಬೇಕು. ಸಂಪಾದಕರು ಬರಹಗಳಿಗೆ ಅವಕಾಶ ನೀಡಬೇಕು. ಆ ನೋಡದವರು ಪತ್ರಿಕೋದ್ಯಮಕ್ಕೆ ಬರಬೇಕು ಎಂದು ಹೇಳಿದರು. ಸಮಾಜದ ಸಮಸ್ಯೆಗಳ ಬಗ್ಗೆ ಅರಿವು ಮೂಡಿಸುವುದೇ ಪತ್ರಿಕೆಗಳ ಕೆಲಸ ಎಂದು ಅಭಿಪ್ರಾಯಪಟ್ಟರು.: [690, 839, 865, 1163]
story5-byline: ಕನ್ನಡ ಜನಶ್ರೀ ಸುದ್ದಿ ಜಾಲ: [1187, 847, 1304, 863]
story10-column-1: ಗುಳೇದಗುಡ್ಡ: ಬಡವರು, ಹಿಂದುಳಿದವರು ಶಿಕ್ಷಣದಿಂದ ವಂಚಿತರಾಗಬಾರದು, ಅವರಿಗೂ ಉನ್ನತ ಗುಣಮಟ್ಟದ ಶಿಕ್ಷಣ ದೊರೆಯಬೇಕು ಎಂಬುದು ಸರ್ಕಾರದ ಉದ್ದೇಶವಾಗಿದೆ. ಆ ಹಿನ್ನೆಲೆಯಲ್ಲಿ ಕಾಲೇಜುಗಳಿಗೆ ಸುಸಜ್ಜಿತ ಕಟ್ಟಡ, ಮೂಲಸೌಕರ್ಯಗಳನ್ನು ಕಲ್ಪಿಸಲಾಗುತ್ತಿದೆ. ಇದನ್ನು ಸಮರ್ಪಕವಾಗಿ ಬಳಸಿಕೊಂಡು ವಿದ್ಯಾರ್ಥಿಗಳು ಉತ್ತಮ ಶಿಕ್ಷಣ ಪಡೆಯಬೇಕು. ಒಂದು ಹೆಜ್ಜೆ ಮುಂದೆ ಹೋಗಿ ಶಿಕ್ಷಣದಿಂದ ಯಾರೂ ವಂಚಿತರಾಗಬಾರದು ಎಂದು ಶಾಸಕ ಭೀಮಸೇನ ಚಿಮ್ಮನಕಟ್ಟಿ ಹೇಳಿದರು. ಪಟ್ಟಣದ ಎಚ್‌ಪಿ ಪೆಟ್ರೋಲ್ ಬಂಕ್ ಹಿಂಭಾಗದಲ್ಲಿ 2022-23ನೇ ಸಾಲಿನ ವಿಶೇಷ ಅಭಿವೃದ್ಧಿ ಯೋಜನೆಯಡಿ 2 ಕೋಟಿ ರೂ. ವೆಚ್ಚದಲ್ಲಿ ನಿರ್ಮಿಸಲಿರುವ ಸರ್ಕಾರಿ ಪ್ರಥಮ ದರ್ಜೆ ಕಾಲೇಜು ಕಟ್ಟಡ ಕಾಮಗಾರಿಗೆ ಭೂಮಿಪೂಜೆ ನೆರವೇರಿಸಿ ಮಾತನಾಡಿದರು.: [454, 1995, 694, 2242]
story7-byline: ಕನ್ನಡ ಜನಶ್ರೀ ಸುದ್ದಿ ಜಾಲ: [1195, 1502, 1312, 1517]
skill-lab-photo: ಸ್ಕಿಲ್ ಫರ್ಸ್ಟ್ ಲ್ಯಾಬ್: [23, 1354, 436, 1565]
story6-column-2: ನಿಯೋಗವು ಮೇ 22ರಂದು ಪ್ರವಾಸ ಆರಂಭಿಸಲಿದೆ. ಸಂಜಯ್ ಝಾ ನೇತೃತ್ವದ ನಿಯೋಗವು ಜಪಾನ್, ಇಂಡೋನೇಷ್ಯಾ, ಮಲೇಷ್ಯಾ, ದಕ್ಷಿಣ ಕೊರಿಯಾ ಹಾಗೂ ಸಿಂಗಾಪುರ ದೇಶಗಳಿಗೆ ತೆರಳಲಿದೆ. ಇನ್ನು ಶಿಂದೆ ನೇತೃತ್ವದ ನಿಯೋಗವು ಯುಎಇ, ಲೈಬೀರಿಯಾ, ಕಾಂಗೊ ಮತ್ತು ಸಿಯರಾ ಲಿಯೋನ್ ದೇಶಗಳಿಗೆ ತೆರಳಲಿದೆ. ಡಿಎಂಕೆ ಸಂಸದೆ ಕನಿಮೊಳಿ ನೇತೃತ್ವದ ನಿಯೋಗವು ಮೇ 22ರಂದು ಪ್ರವಾಸ ಆರಂಭಿಸಲಿದೆ. ಈ ನಿಯೋಗವು ರಷ್ಯಾ, ಸ್ಲೊವೇನಿಯಾ, ಗ್ರೀಸ್, ಲಾಟ್ವಿಯಾ ಮತ್ತು ಸ್ಪೇನ್ ದೇಶಗಳಿಗೆ ತೆರಳಲಿದೆ.: [667, 1500, 857, 1708]
story1-column-3: ನೋಡೋಣ' ಎಂದರು. ಕಾಂಗ್ರೆಸ್‌ನಲ್ಲಿ ಇರುವ ಹಿರಿಯ ಶಾಸಕರು ಸಚಿವರಾಗಲು ಆಕಾಂಕ್ಷೆ ವ್ಯಕ್ತಪಡಿಸುತ್ತಿರುವ ಕುರಿತ ಪ್ರಶ್ನೆಗೆ ಉತ್ತರಿಸಿದ ಸತೀಶ, 'ನಮ್ಮ ಸರ್ಕಾರ 30 ತಿಂಗಳ ಅಧಿಕಾರದ ಪೂರೈಸಿದ ನಂತರ ಸಚಿವರಾಗಬೇಕು ಎಂದು ಬಹಳಷ್ಟು ಶಾಸಕರ ಬಯಕೆ ಇದೆ. ಸಂಪುಟ ವಿಸ್ತರಣೆಯಾದರೆ ಎಲ್ಲರಿಗೂ ಅವಕಾಶ ಸಿಗುತ್ತದೆ. ಆದರೆ, ಪಕ್ಷದ ಹೈಕಮಾಂಡ್ ನಿರ್ಧರಿಸುತ್ತದೆ' ಎಂದು ಹೇಳಿದರು. 'ಸರ್ಕಾರದ ಮಟ್ಟದಲ್ಲಿ ಸಚಿವ ಸಂಪುಟದಲ್ಲಿ ಬದಲಾವಣೆ ಬಗ್ಗೆ ಚರ್ಚೆ ಆಗಿದೆಯೇ' ಎಂಬ ಪ್ರಶ್ನೆಗೆ, 'ಯಾವ ಚರ್ಚೆ ಆಗಿಲ್ಲ. ಒಂದುವೇಳೆ ಸಂಪುಟ ವಿಸ್ತರಣೆಯಾದರೆ ಹೊಸ ಲೀಡರ್‌ಶಿಪ್ ಬೆಳೆಯುತ್ತದೆ' ಎಂದು ಸಚಿವ ಸಂಪುಟ ವಿಸ್ತರಣೆ ಬಗ್ಗೆ ಸುಳಿವು ನೀಡಿದರು. 'ಕಾಂಗ್ರೆಸ್ ಸರ್ಕಾರ ಎರಡು ವರ್ಷಗಳ ಅಧಿಕಾರವ ಪೂರೈಸಿದ ನಂತರ ಗ್ಯಾರಂಟಿ ಯೋಜನೆ ಬಂದ್ ಆಗುತ್ತವೆ' ಎಂದು ಬಿಜೆಪಿಯವರ ಆರೋಪಕ್ಕೆ, 'ನಾವು ಅಧಿಕಾರ ದಲ್ಲಿ ಇರುವವರೆಗೂ ಗ್ಯಾರಂಟಿ ಯೋಜನೆ ಬಂದ್ ಆಗುವುದಿಲ್ಲ. ಈ ಹಿಂದೆ ಕೂಡ ಹೇಳಿದ್ದೇವೆ. ಬಿಜೆಪಿಯವರು ಟೀಕೆ ಮಾಡುತ್ತಿರುತ್ತಾರೆ' ಎಂದರು.: [508, 200, 760, 466]
issue-date: 20-05-2025 May: [715, 48, 854, 71]
